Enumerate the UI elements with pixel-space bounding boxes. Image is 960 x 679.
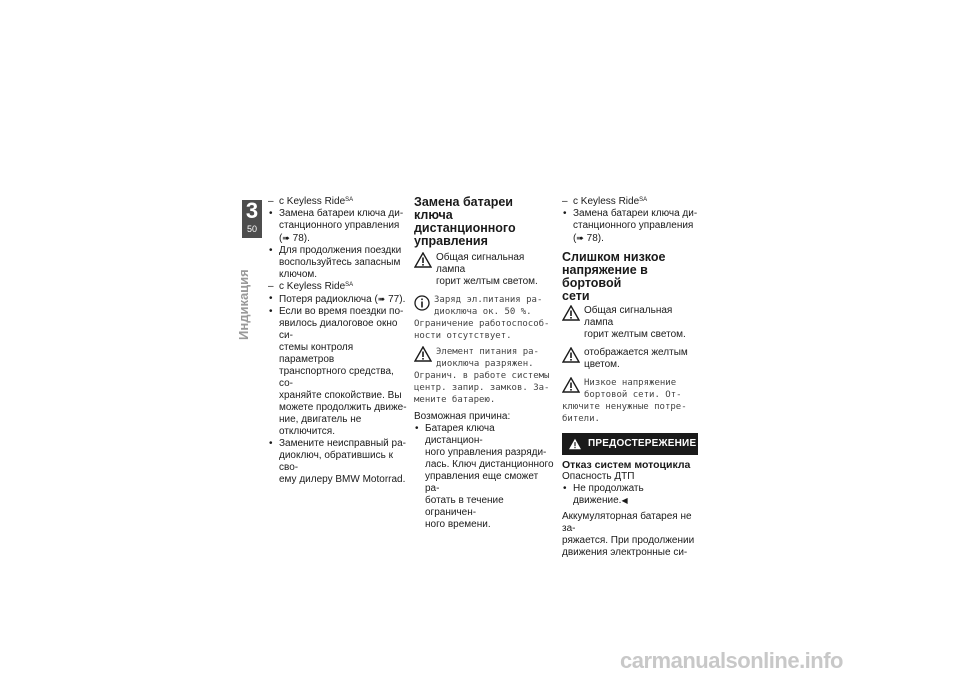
text-line: ему дилеру BMW Motorrad. bbox=[279, 474, 406, 485]
warning-banner bbox=[562, 433, 698, 455]
column-3 bbox=[562, 196, 698, 559]
warning-message-row bbox=[414, 346, 554, 370]
danger-text: Опасность ДТП bbox=[562, 471, 635, 482]
warning-triangle-icon bbox=[568, 438, 582, 450]
end-of-section-icon: ◀ bbox=[621, 496, 628, 505]
section-heading: управления bbox=[414, 234, 488, 248]
text-line: движения электронные си- bbox=[562, 547, 688, 558]
text-line: ряжается. При продолжении bbox=[562, 535, 695, 546]
warning-triangle-icon bbox=[562, 305, 580, 321]
text-line: отображается желтым bbox=[584, 347, 688, 358]
column-1 bbox=[268, 196, 408, 486]
page-number: 50 bbox=[246, 224, 257, 234]
warning-triangle-icon bbox=[562, 377, 580, 393]
cause-label: Возможная причина: bbox=[414, 411, 511, 422]
text-line: транспортного средства, со- bbox=[279, 366, 394, 389]
list-item: • Батарея ключа дистанцион- bbox=[414, 423, 554, 447]
text-line: станционного управления bbox=[279, 220, 400, 231]
arrow-right-icon: ➠ bbox=[377, 294, 386, 304]
variant-line: – с Keyless Ride$^{SA}$ bbox=[268, 196, 408, 208]
display-text: Ограничение работоспособ- bbox=[414, 319, 550, 329]
text-line: Общая сигнальная лампа bbox=[436, 252, 525, 275]
text-line: стемы контроля параметров bbox=[279, 342, 354, 365]
text-line: явилось диалоговое окно си- bbox=[279, 318, 398, 341]
warning-message-row bbox=[562, 377, 698, 401]
page-reference: (➠ 78). bbox=[573, 233, 604, 244]
text-line: лась. Ключ дистанционного bbox=[425, 459, 554, 470]
column-2 bbox=[414, 196, 554, 531]
list-item: • Замена батареи ключа ди- bbox=[562, 208, 698, 220]
variant-line: – с Keyless Ride$^{SA}$ bbox=[268, 281, 408, 293]
watermark: carmanualsonline.info bbox=[620, 648, 843, 673]
display-text: диоключа разряжен. bbox=[436, 359, 534, 369]
section-heading: сети bbox=[562, 289, 590, 303]
warning-triangle-icon bbox=[414, 346, 432, 362]
section-heading: дистанционного bbox=[414, 221, 516, 235]
text-line: ботать в течение ограничен- bbox=[425, 495, 504, 518]
list-item: • Замена батареи ключа ди- bbox=[268, 208, 408, 220]
text-line: ние, двигатель не отключится. bbox=[279, 414, 362, 437]
text-line: воспользуйтесь запасным bbox=[279, 257, 401, 268]
info-icon bbox=[414, 294, 430, 312]
warning-label: ПРЕДОСТЕРЕЖЕНИЕ bbox=[588, 438, 697, 449]
text-line: ного времени. bbox=[425, 519, 491, 530]
text-line: горит желтым светом. bbox=[584, 329, 686, 340]
text-line: управления еще сможет ра- bbox=[425, 471, 539, 494]
display-text: Заряд эл.питания ра- bbox=[434, 295, 543, 305]
display-text: бортовой сети. От- bbox=[584, 390, 682, 400]
display-text: бители. bbox=[562, 414, 600, 424]
variant-line: – с Keyless Ride$^{SA}$ bbox=[562, 196, 698, 208]
arrow-right-icon: ➠ bbox=[282, 233, 290, 243]
text-line: Аккумуляторная батарея не за- bbox=[562, 511, 692, 534]
text-line: диоключ, обратившись к сво- bbox=[279, 450, 393, 473]
list-item: • Для продолжения поездки bbox=[268, 245, 408, 257]
text-line: станционного управления bbox=[573, 220, 694, 231]
page-reference: (➠ 78). bbox=[279, 233, 310, 244]
section-heading: Слишком низкое bbox=[562, 250, 666, 264]
chapter-number: 3 bbox=[245, 198, 259, 223]
arrow-right-icon: ➠ bbox=[576, 233, 584, 243]
section-title: Индикация bbox=[236, 269, 251, 340]
warning-symbol-row bbox=[562, 347, 698, 371]
warning-triangle-icon bbox=[414, 252, 432, 268]
display-text: центр. запир. замков. За- bbox=[414, 383, 550, 393]
list-item: • Если во время поездки по- bbox=[268, 306, 408, 318]
text-line: ключом. bbox=[279, 269, 318, 280]
display-text: Элемент питания ра- bbox=[436, 347, 539, 357]
warning-lamp-row bbox=[414, 252, 554, 288]
text-line: ного управления разряди- bbox=[425, 447, 547, 458]
list-item: • Замените неисправный ра- bbox=[268, 438, 408, 450]
display-text: диоключа ок. 50 %. bbox=[434, 307, 532, 317]
text-line: Общая сигнальная лампа bbox=[584, 305, 673, 328]
display-text: Огранич. в работе системы bbox=[414, 371, 550, 381]
text-line: можете продолжить движе- bbox=[279, 402, 407, 413]
display-text: ности отсутствует. bbox=[414, 331, 512, 341]
text-line: храняйте спокойствие. Вы bbox=[279, 390, 402, 401]
warning-lamp-row bbox=[562, 305, 698, 341]
list-item: • Не продолжать движение.◀ bbox=[562, 483, 698, 507]
display-text: ключите ненужные потре- bbox=[562, 402, 687, 412]
warning-triangle-icon bbox=[562, 347, 580, 363]
text-line: цветом. bbox=[584, 359, 620, 370]
text-line: горит желтым светом. bbox=[436, 276, 538, 287]
display-text: мените батарею. bbox=[414, 395, 496, 405]
info-message-row bbox=[414, 294, 554, 318]
section-heading: Замена батареи ключа bbox=[414, 195, 513, 222]
list-item: • Потеря радиоключа (➠ 77). bbox=[268, 293, 408, 306]
warning-heading: Отказ систем мотоцикла bbox=[562, 459, 691, 471]
section-heading: напряжение в бортовой bbox=[562, 263, 648, 290]
display-text: Низкое напряжение bbox=[584, 378, 677, 388]
